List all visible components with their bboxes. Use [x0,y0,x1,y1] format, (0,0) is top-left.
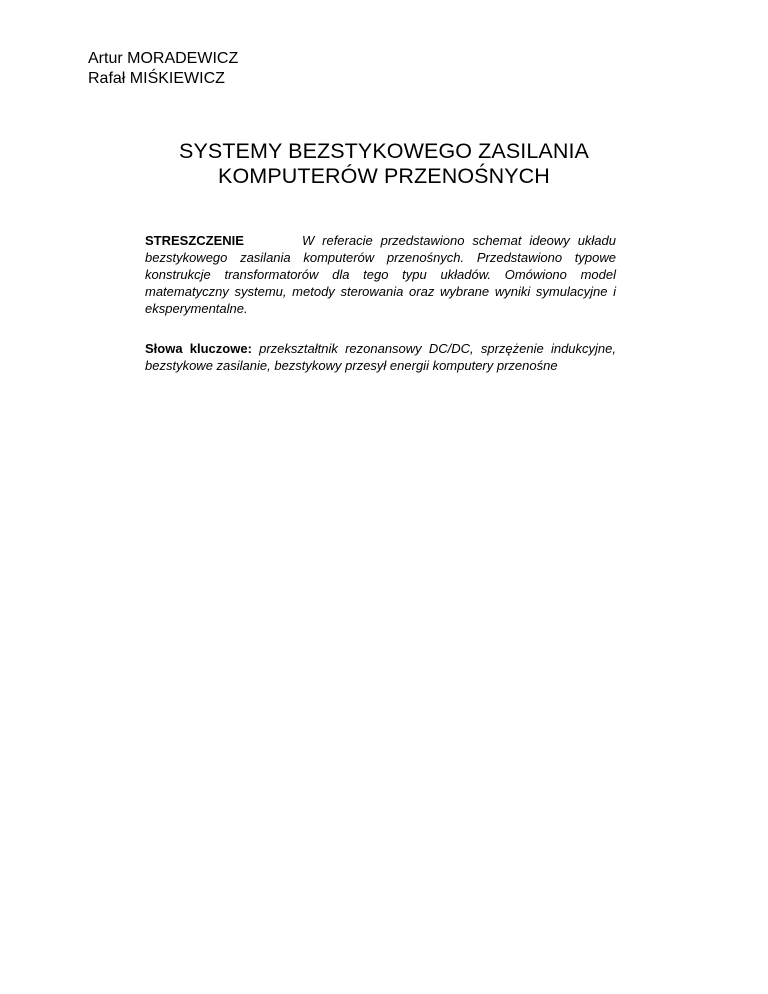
title-line-2: KOMPUTERÓW PRZENOŚNYCH [218,164,550,188]
abstract-text: W referacie przedstawiono schemat ideowy układu bezstykowego zasilania komputerów przenośnych. Przedstawiono typowe konstrukcje transformatorów dla tego typu układów. Omówiono model matematyczny systemu, metody sterowania oraz wybrane wyniki symulacyjne i eksperymentalne. [145,233,616,316]
author-name: Rafał MIŚKIEWICZ [88,70,225,87]
keywords [145,340,616,374]
author-list [88,49,238,89]
abstract [145,232,616,317]
keywords-text: przekształtnik rezonansowy DC/DC, sprzężenie indukcyjne, bezstykowe zasilanie, bezstykowy przesył energii komputery przenośne [145,341,616,373]
title-line-1: SYSTEMY BEZSTYKOWEGO ZASILANIA [179,139,589,163]
abstract-label: STRESZCZENIE [145,233,244,248]
keywords-label: Słowa kluczowe: [145,341,252,356]
paper-title [145,139,623,189]
author-name: Artur MORADEWICZ [88,50,239,67]
